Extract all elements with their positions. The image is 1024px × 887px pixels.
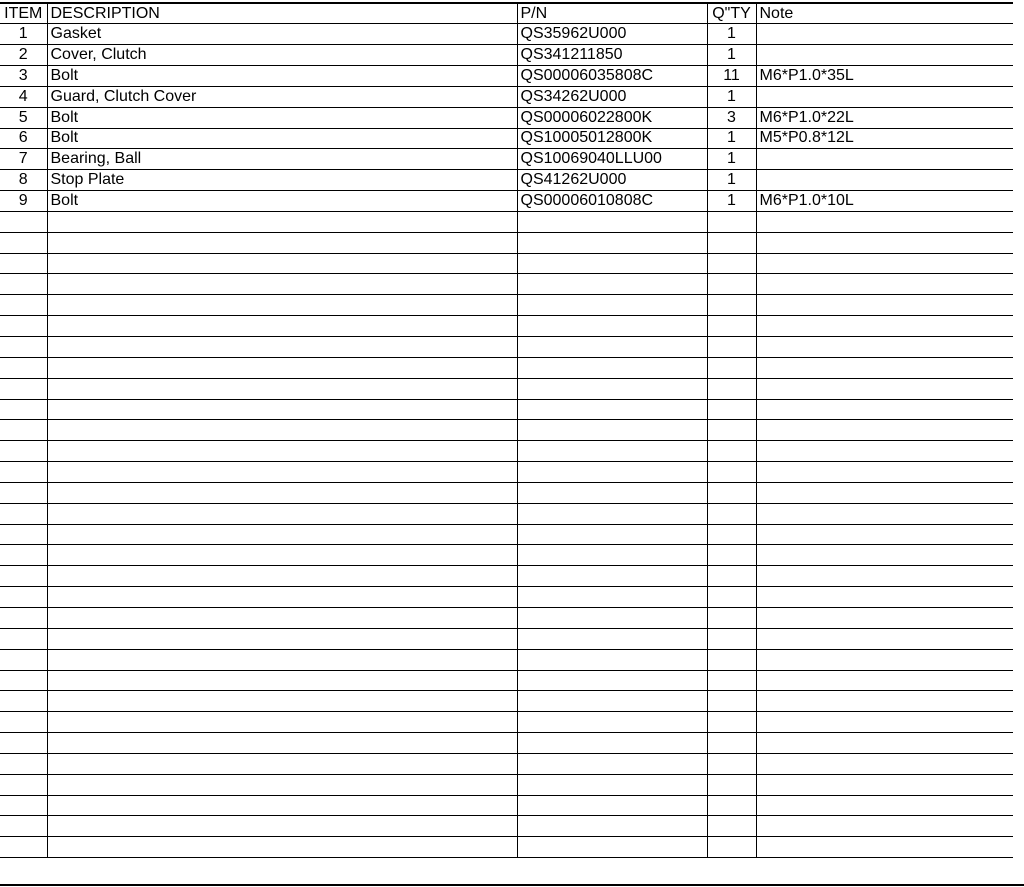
header-part-number: P/N: [517, 3, 707, 24]
description-cell: [47, 295, 517, 316]
header-description: DESCRIPTION: [47, 3, 517, 24]
part-number-cell: [517, 607, 707, 628]
quantity-cell: [707, 816, 756, 837]
item-cell: [0, 816, 47, 837]
quantity-cell: [707, 441, 756, 462]
quantity-cell: [707, 587, 756, 608]
part-number-cell: [517, 503, 707, 524]
item-cell: [0, 753, 47, 774]
item-cell: [0, 316, 47, 337]
part-number-cell: QS10069040LLU00: [517, 149, 707, 170]
quantity-cell: [707, 337, 756, 358]
item-cell: 1: [0, 24, 47, 45]
parts-list-table: [0, 2, 1013, 858]
quantity-cell: [707, 295, 756, 316]
quantity-cell: [707, 733, 756, 754]
note-cell: [756, 399, 1013, 420]
quantity-cell: [707, 274, 756, 295]
note-cell: [756, 837, 1013, 858]
blank-table-row: [0, 587, 1013, 608]
blank-table-row: [0, 649, 1013, 670]
part-number-cell: [517, 274, 707, 295]
description-cell: Bolt: [47, 191, 517, 212]
description-cell: [47, 482, 517, 503]
description-cell: [47, 837, 517, 858]
quantity-cell: [707, 607, 756, 628]
description-cell: [47, 670, 517, 691]
part-number-cell: [517, 670, 707, 691]
note-cell: [756, 149, 1013, 170]
description-cell: [47, 232, 517, 253]
part-number-cell: [517, 295, 707, 316]
item-cell: [0, 607, 47, 628]
part-number-cell: [517, 462, 707, 483]
item-cell: [0, 649, 47, 670]
note-cell: [756, 628, 1013, 649]
description-cell: [47, 503, 517, 524]
header-quantity: Q"TY: [707, 3, 756, 24]
note-cell: [756, 753, 1013, 774]
item-cell: 5: [0, 107, 47, 128]
blank-table-row: [0, 545, 1013, 566]
part-number-cell: QS41262U000: [517, 170, 707, 191]
note-cell: [756, 170, 1013, 191]
quantity-cell: [707, 462, 756, 483]
table-body: [0, 24, 1013, 858]
quantity-cell: [707, 774, 756, 795]
note-cell: [756, 733, 1013, 754]
part-number-cell: [517, 441, 707, 462]
blank-table-row: [0, 420, 1013, 441]
description-cell: Gasket: [47, 24, 517, 45]
blank-table-row: [0, 295, 1013, 316]
item-cell: [0, 357, 47, 378]
item-cell: [0, 524, 47, 545]
item-cell: [0, 545, 47, 566]
description-cell: [47, 399, 517, 420]
quantity-cell: 11: [707, 66, 756, 87]
blank-table-row: [0, 837, 1013, 858]
blank-table-row: [0, 607, 1013, 628]
quantity-cell: 1: [707, 45, 756, 66]
part-number-cell: [517, 587, 707, 608]
quantity-cell: [707, 837, 756, 858]
part-number-cell: QS00006010808C: [517, 191, 707, 212]
note-cell: [756, 420, 1013, 441]
part-number-cell: [517, 753, 707, 774]
quantity-cell: [707, 628, 756, 649]
item-cell: [0, 462, 47, 483]
part-number-cell: [517, 816, 707, 837]
description-cell: [47, 524, 517, 545]
note-cell: [756, 587, 1013, 608]
quantity-cell: [707, 482, 756, 503]
description-cell: [47, 420, 517, 441]
quantity-cell: [707, 670, 756, 691]
note-cell: [756, 253, 1013, 274]
description-cell: [47, 441, 517, 462]
quantity-cell: [707, 357, 756, 378]
table-row: [0, 24, 1013, 45]
note-cell: [756, 24, 1013, 45]
blank-table-row: [0, 232, 1013, 253]
description-cell: [47, 691, 517, 712]
description-cell: [47, 566, 517, 587]
note-cell: [756, 607, 1013, 628]
description-cell: [47, 774, 517, 795]
item-cell: [0, 232, 47, 253]
note-cell: [756, 503, 1013, 524]
part-number-cell: [517, 357, 707, 378]
description-cell: Bearing, Ball: [47, 149, 517, 170]
quantity-cell: [707, 503, 756, 524]
note-cell: [756, 482, 1013, 503]
quantity-cell: 1: [707, 170, 756, 191]
note-cell: [756, 462, 1013, 483]
blank-table-row: [0, 399, 1013, 420]
blank-table-row: [0, 733, 1013, 754]
part-number-cell: QS00006035808C: [517, 66, 707, 87]
quantity-cell: [707, 253, 756, 274]
item-cell: [0, 795, 47, 816]
item-cell: [0, 587, 47, 608]
item-cell: [0, 691, 47, 712]
quantity-cell: 1: [707, 24, 756, 45]
note-cell: M6*P1.0*10L: [756, 191, 1013, 212]
part-number-cell: [517, 774, 707, 795]
description-cell: Stop Plate: [47, 170, 517, 191]
note-cell: [756, 670, 1013, 691]
description-cell: [47, 337, 517, 358]
item-cell: [0, 503, 47, 524]
blank-table-row: [0, 670, 1013, 691]
item-cell: [0, 337, 47, 358]
blank-table-row: [0, 524, 1013, 545]
item-cell: [0, 628, 47, 649]
quantity-cell: 1: [707, 86, 756, 107]
part-number-cell: [517, 232, 707, 253]
quantity-cell: [707, 545, 756, 566]
blank-table-row: [0, 566, 1013, 587]
table-row: [0, 170, 1013, 191]
note-cell: [756, 337, 1013, 358]
blank-table-row: [0, 816, 1013, 837]
description-cell: [47, 607, 517, 628]
table-row: [0, 107, 1013, 128]
part-number-cell: [517, 649, 707, 670]
quantity-cell: [707, 712, 756, 733]
item-cell: [0, 274, 47, 295]
blank-table-row: [0, 253, 1013, 274]
item-cell: [0, 378, 47, 399]
table-row: [0, 128, 1013, 149]
item-cell: [0, 566, 47, 587]
quantity-cell: 1: [707, 128, 756, 149]
part-number-cell: [517, 211, 707, 232]
description-cell: [47, 733, 517, 754]
description-cell: [47, 753, 517, 774]
quantity-cell: [707, 795, 756, 816]
blank-table-row: [0, 628, 1013, 649]
blank-table-row: [0, 503, 1013, 524]
blank-table-row: [0, 795, 1013, 816]
note-cell: [756, 795, 1013, 816]
part-number-cell: [517, 316, 707, 337]
item-cell: [0, 399, 47, 420]
blank-table-row: [0, 378, 1013, 399]
description-cell: [47, 378, 517, 399]
note-cell: M6*P1.0*35L: [756, 66, 1013, 87]
quantity-cell: 1: [707, 149, 756, 170]
item-cell: 6: [0, 128, 47, 149]
quantity-cell: [707, 524, 756, 545]
note-cell: [756, 566, 1013, 587]
part-number-cell: [517, 795, 707, 816]
part-number-cell: [517, 837, 707, 858]
part-number-cell: [517, 399, 707, 420]
blank-table-row: [0, 316, 1013, 337]
note-cell: [756, 816, 1013, 837]
part-number-cell: QS10005012800K: [517, 128, 707, 149]
quantity-cell: [707, 316, 756, 337]
item-cell: [0, 295, 47, 316]
item-cell: [0, 420, 47, 441]
description-cell: Bolt: [47, 107, 517, 128]
quantity-cell: [707, 420, 756, 441]
part-number-cell: [517, 733, 707, 754]
description-cell: [47, 795, 517, 816]
blank-table-row: [0, 357, 1013, 378]
part-number-cell: [517, 691, 707, 712]
part-number-cell: QS00006022800K: [517, 107, 707, 128]
note-cell: [756, 232, 1013, 253]
quantity-cell: [707, 211, 756, 232]
quantity-cell: 1: [707, 191, 756, 212]
table-row: [0, 66, 1013, 87]
blank-table-row: [0, 274, 1013, 295]
item-cell: 8: [0, 170, 47, 191]
quantity-cell: [707, 399, 756, 420]
quantity-cell: [707, 232, 756, 253]
part-number-cell: [517, 378, 707, 399]
quantity-cell: [707, 566, 756, 587]
description-cell: [47, 545, 517, 566]
part-number-cell: [517, 566, 707, 587]
table-row: [0, 86, 1013, 107]
description-cell: [47, 253, 517, 274]
part-number-cell: [517, 420, 707, 441]
description-cell: [47, 649, 517, 670]
part-number-cell: [517, 337, 707, 358]
description-cell: Bolt: [47, 128, 517, 149]
blank-table-row: [0, 753, 1013, 774]
note-cell: [756, 441, 1013, 462]
item-cell: [0, 670, 47, 691]
part-number-cell: [517, 524, 707, 545]
note-cell: [756, 274, 1013, 295]
quantity-cell: [707, 649, 756, 670]
part-number-cell: [517, 712, 707, 733]
description-cell: [47, 274, 517, 295]
note-cell: [756, 649, 1013, 670]
table-row: [0, 191, 1013, 212]
description-cell: [47, 357, 517, 378]
blank-table-row: [0, 691, 1013, 712]
quantity-cell: 3: [707, 107, 756, 128]
description-cell: [47, 628, 517, 649]
quantity-cell: [707, 691, 756, 712]
description-cell: [47, 462, 517, 483]
note-cell: [756, 357, 1013, 378]
item-cell: 7: [0, 149, 47, 170]
quantity-cell: [707, 378, 756, 399]
blank-table-row: [0, 337, 1013, 358]
note-cell: [756, 86, 1013, 107]
bottom-rule: [0, 884, 1024, 886]
part-number-cell: [517, 628, 707, 649]
note-cell: M5*P0.8*12L: [756, 128, 1013, 149]
description-cell: Bolt: [47, 66, 517, 87]
header-item: ITEM: [0, 3, 47, 24]
item-cell: [0, 774, 47, 795]
header-note: Note: [756, 3, 1013, 24]
item-cell: [0, 211, 47, 232]
item-cell: 9: [0, 191, 47, 212]
table-row: [0, 149, 1013, 170]
note-cell: [756, 691, 1013, 712]
description-cell: Cover, Clutch: [47, 45, 517, 66]
item-cell: [0, 441, 47, 462]
description-cell: [47, 816, 517, 837]
item-cell: [0, 733, 47, 754]
item-cell: 3: [0, 66, 47, 87]
blank-table-row: [0, 462, 1013, 483]
part-number-cell: [517, 545, 707, 566]
table-row: [0, 45, 1013, 66]
item-cell: 4: [0, 86, 47, 107]
note-cell: [756, 295, 1013, 316]
blank-table-row: [0, 482, 1013, 503]
blank-table-row: [0, 774, 1013, 795]
note-cell: [756, 545, 1013, 566]
item-cell: [0, 253, 47, 274]
part-number-cell: QS34262U000: [517, 86, 707, 107]
part-number-cell: [517, 482, 707, 503]
note-cell: [756, 712, 1013, 733]
blank-table-row: [0, 712, 1013, 733]
note-cell: [756, 524, 1013, 545]
note-cell: [756, 211, 1013, 232]
note-cell: [756, 45, 1013, 66]
quantity-cell: [707, 753, 756, 774]
description-cell: [47, 587, 517, 608]
note-cell: [756, 774, 1013, 795]
description-cell: [47, 211, 517, 232]
note-cell: [756, 378, 1013, 399]
part-number-cell: [517, 253, 707, 274]
item-cell: 2: [0, 45, 47, 66]
blank-table-row: [0, 211, 1013, 232]
item-cell: [0, 712, 47, 733]
blank-table-row: [0, 441, 1013, 462]
description-cell: Guard, Clutch Cover: [47, 86, 517, 107]
item-cell: [0, 837, 47, 858]
note-cell: M6*P1.0*22L: [756, 107, 1013, 128]
part-number-cell: QS341211850: [517, 45, 707, 66]
description-cell: [47, 316, 517, 337]
part-number-cell: QS35962U000: [517, 24, 707, 45]
table-header-row: [0, 3, 1013, 24]
item-cell: [0, 482, 47, 503]
note-cell: [756, 316, 1013, 337]
description-cell: [47, 712, 517, 733]
